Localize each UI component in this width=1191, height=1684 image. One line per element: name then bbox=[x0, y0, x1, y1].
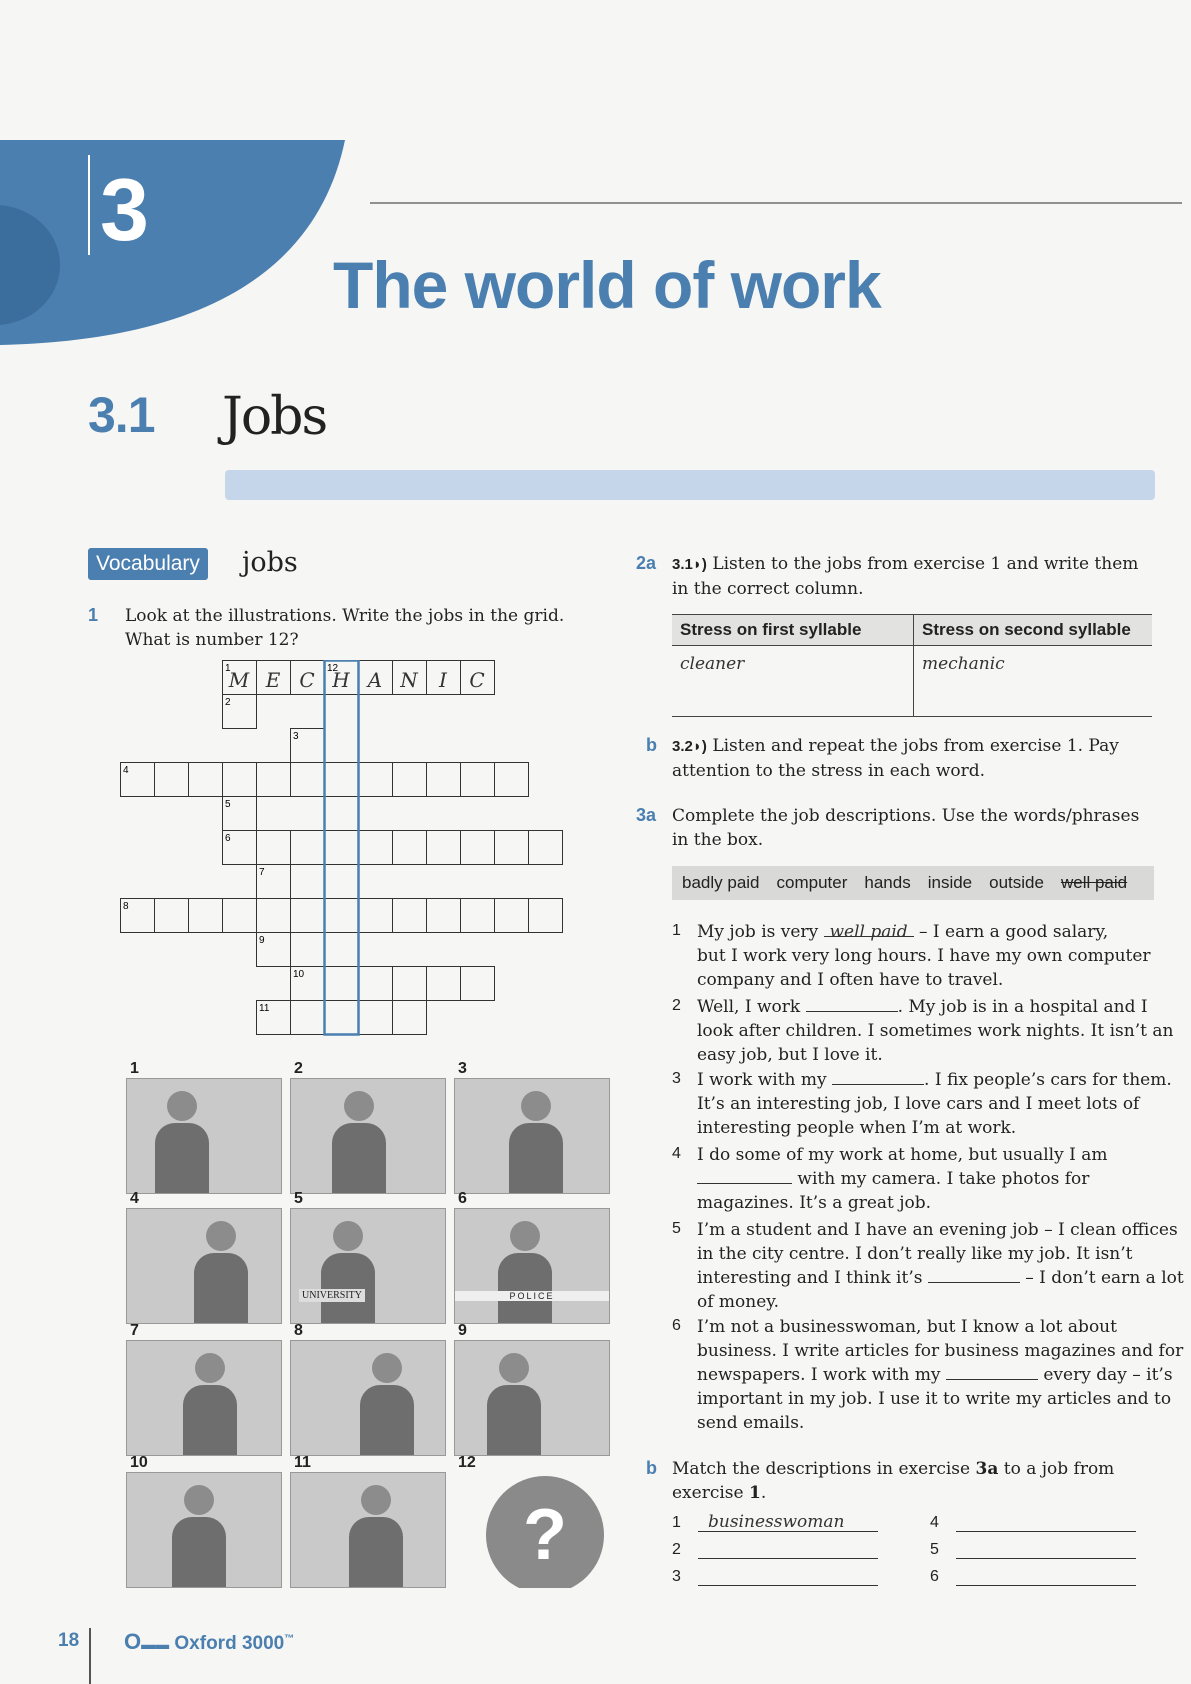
crossword-letter: C bbox=[469, 668, 485, 692]
illustration-6 bbox=[454, 1208, 610, 1324]
word-box-item: well paid bbox=[1060, 873, 1128, 892]
crossword-cell[interactable] bbox=[427, 763, 461, 797]
crossword-letter: M bbox=[228, 668, 250, 692]
crossword-letter: E bbox=[265, 668, 281, 692]
word-box-item: hands bbox=[864, 873, 911, 892]
job-description-5: I’m a student and I have an evening job – I clean offices in the city centre. I don’t really like my job. It isn’t interesting and I think it’s – I don’t earn a lot of money. bbox=[697, 1220, 1184, 1312]
crossword-cell[interactable] bbox=[291, 831, 325, 865]
illustration-number: 11 bbox=[294, 1454, 311, 1471]
exercise-3a-instruction: Complete the job descriptions. Use the words/phrases in the box. bbox=[672, 806, 1140, 850]
crossword-cell[interactable] bbox=[325, 831, 359, 865]
lesson-band bbox=[225, 470, 1155, 500]
clue-number: 12 bbox=[327, 663, 339, 674]
crossword-cell[interactable] bbox=[325, 899, 359, 933]
illustration-4 bbox=[126, 1208, 282, 1324]
crossword-cell[interactable] bbox=[291, 1001, 325, 1035]
crossword-cell[interactable] bbox=[427, 899, 461, 933]
clue-number: 9 bbox=[259, 935, 265, 946]
word-box-item: computer bbox=[776, 873, 848, 892]
crossword-letter: C bbox=[299, 668, 315, 692]
match-answer-2[interactable] bbox=[698, 1539, 878, 1559]
audio-track-3-1[interactable]: 3.1◗) bbox=[672, 556, 707, 573]
crossword-cell[interactable] bbox=[529, 831, 563, 865]
illustration-11 bbox=[290, 1472, 446, 1588]
crossword-cell[interactable] bbox=[223, 899, 257, 933]
match-answer-4[interactable] bbox=[956, 1512, 1136, 1532]
job-description-1: My job is very well paid – I earn a good salary, but I work very long hours. I have my own computer company and I often have to travel. bbox=[697, 922, 1151, 990]
illustration-number: 7 bbox=[130, 1322, 139, 1339]
question-mark-icon: ? bbox=[486, 1476, 604, 1588]
stress-table bbox=[672, 614, 1152, 717]
crossword-cell[interactable] bbox=[359, 763, 393, 797]
crossword-cell[interactable] bbox=[393, 763, 427, 797]
crossword-cell[interactable] bbox=[257, 831, 291, 865]
crossword-cell[interactable] bbox=[495, 831, 529, 865]
vocabulary-topic: jobs bbox=[242, 547, 298, 578]
crossword-cell[interactable] bbox=[189, 763, 223, 797]
crossword-letter: A bbox=[367, 668, 383, 692]
exercise-2b-instruction: 3.2◗) Listen and repeat the jobs from exercise 1. Pay attention to the stress in each word. bbox=[672, 736, 1119, 781]
illustration-5 bbox=[290, 1208, 446, 1324]
illustration-8 bbox=[290, 1340, 446, 1456]
illustration-number: 2 bbox=[294, 1060, 303, 1077]
answer-blank[interactable] bbox=[928, 1266, 1020, 1283]
job-description-6: I’m not a businesswoman, but I know a lot about business. I write articles for business magazines and for newspapers. I work with my every day – it’s important in my job. I use it to write my articles and to send emails. bbox=[697, 1317, 1184, 1433]
exercise-2a-number: 2a bbox=[636, 553, 657, 573]
illustration-1 bbox=[126, 1078, 282, 1194]
crossword-cell[interactable] bbox=[325, 1001, 359, 1035]
university-sign: UNIVERSITY bbox=[299, 1289, 365, 1302]
crossword-cell[interactable] bbox=[291, 899, 325, 933]
clue-number: 5 bbox=[225, 799, 231, 810]
job-description-2: Well, I work . My job is in a hospital and I look after children. I sometimes work nights. It isn’t an easy job, but I love it. bbox=[697, 997, 1174, 1065]
illustration-number: 5 bbox=[294, 1190, 303, 1207]
unit-number: 3 bbox=[100, 160, 149, 259]
clue-number: 6 bbox=[225, 833, 231, 844]
clue-number: 8 bbox=[123, 901, 129, 912]
lesson-title: Jobs bbox=[222, 387, 327, 447]
clue-number: 3 bbox=[293, 731, 299, 742]
word-box-item: inside bbox=[927, 873, 973, 892]
clue-number: 1 bbox=[225, 663, 231, 674]
crossword-cell[interactable] bbox=[291, 763, 325, 797]
description-number: 5 bbox=[672, 1220, 681, 1237]
description-number: 3 bbox=[672, 1070, 681, 1087]
clue-number: 10 bbox=[293, 969, 305, 980]
match-number: 4 bbox=[930, 1514, 939, 1531]
answer-blank[interactable] bbox=[697, 1167, 792, 1184]
illustration-7 bbox=[126, 1340, 282, 1456]
stress-first-cell[interactable]: cleaner bbox=[672, 646, 914, 717]
crossword-cell[interactable] bbox=[155, 899, 189, 933]
illustration-number: 9 bbox=[458, 1322, 467, 1339]
crossword-cell[interactable] bbox=[461, 899, 495, 933]
answer-blank[interactable] bbox=[832, 1068, 924, 1085]
illustration-number: 6 bbox=[458, 1190, 467, 1207]
illustration-number: 10 bbox=[130, 1454, 148, 1471]
illustration-number: 8 bbox=[294, 1322, 303, 1339]
description-number: 2 bbox=[672, 997, 681, 1014]
crossword-cell[interactable] bbox=[461, 831, 495, 865]
illustration-10 bbox=[126, 1472, 282, 1588]
match-answer-1[interactable]: businesswoman bbox=[698, 1512, 878, 1532]
illustration-9 bbox=[454, 1340, 610, 1456]
oxford-3000-logo: O▬▬ Oxford 3000™ bbox=[124, 1629, 295, 1654]
crossword-cell[interactable] bbox=[325, 967, 359, 1001]
description-number: 1 bbox=[672, 922, 681, 939]
audio-track-3-2[interactable]: 3.2◗) bbox=[672, 738, 707, 755]
match-answer-6[interactable] bbox=[956, 1566, 1136, 1586]
crossword-cell[interactable] bbox=[393, 967, 427, 1001]
word-box-item: outside bbox=[989, 873, 1044, 892]
clue-number: 2 bbox=[225, 697, 231, 708]
crossword-cell[interactable] bbox=[189, 899, 223, 933]
illustration-12 bbox=[454, 1472, 610, 1588]
lesson-number: 3.1 bbox=[88, 387, 155, 443]
match-number: 3 bbox=[672, 1568, 681, 1585]
crossword-cell[interactable] bbox=[529, 899, 563, 933]
crossword-letter: I bbox=[439, 668, 447, 692]
answer-blank[interactable]: well paid bbox=[824, 920, 914, 937]
answer-blank[interactable] bbox=[946, 1363, 1038, 1380]
crossword-cell[interactable] bbox=[257, 899, 291, 933]
description-number: 6 bbox=[672, 1317, 681, 1334]
vocabulary-badge: Vocabulary bbox=[88, 548, 208, 580]
exercise-2a-instruction: 3.1◗) Listen to the jobs from exercise 1 and write them in the correct column. bbox=[672, 554, 1139, 599]
illustration-number: 12 bbox=[458, 1454, 476, 1471]
word-box bbox=[672, 866, 1154, 900]
crossword-grid[interactable] bbox=[120, 660, 580, 1040]
job-description-4: I do some of my work at home, but usually I am with my camera. I take photos for magazines. It’s a great job. bbox=[697, 1145, 1108, 1213]
clue-number: 7 bbox=[259, 867, 265, 878]
crossword-letter: H bbox=[332, 668, 350, 692]
illustration-2 bbox=[290, 1078, 446, 1194]
crossword-cell[interactable] bbox=[461, 967, 495, 1001]
crossword-cell[interactable] bbox=[325, 763, 359, 797]
stress-second-cell[interactable]: mechanic bbox=[914, 646, 1153, 717]
match-answer-3[interactable] bbox=[698, 1566, 878, 1586]
page-number: 18 bbox=[58, 1630, 80, 1651]
crossword-cell[interactable] bbox=[427, 831, 461, 865]
crossword-cell[interactable] bbox=[359, 1001, 393, 1035]
key-icon: O bbox=[124, 1629, 142, 1654]
exercise-3b-instruction: Match the descriptions in exercise 3a to a job from exercise 1. bbox=[672, 1459, 1115, 1503]
illustration-3 bbox=[454, 1078, 610, 1194]
illustration-number: 1 bbox=[130, 1060, 139, 1077]
crossword-cell[interactable] bbox=[155, 763, 189, 797]
match-number: 1 bbox=[672, 1514, 681, 1531]
match-number: 6 bbox=[930, 1568, 939, 1585]
exercise-3b-number: b bbox=[646, 1458, 657, 1478]
crossword-cell[interactable] bbox=[393, 831, 427, 865]
stress-header-second: Stress on second syllable bbox=[914, 615, 1153, 646]
crossword-cell[interactable] bbox=[393, 899, 427, 933]
crossword-cell[interactable] bbox=[427, 967, 461, 1001]
description-number: 4 bbox=[672, 1145, 681, 1162]
illustration-number: 4 bbox=[130, 1190, 139, 1207]
crossword-cell[interactable] bbox=[393, 1001, 427, 1035]
crossword-cell[interactable] bbox=[359, 831, 393, 865]
unit-title: The world of work bbox=[333, 248, 881, 322]
exercise-2b-number: b bbox=[646, 735, 657, 755]
crossword-cell[interactable] bbox=[495, 899, 529, 933]
exercise-1-instruction: Look at the illustrations. Write the jobs in the grid. What is number 12? bbox=[125, 606, 565, 650]
stress-header-first: Stress on first syllable bbox=[672, 615, 914, 646]
illustration-number: 3 bbox=[458, 1060, 467, 1077]
match-number: 5 bbox=[930, 1541, 939, 1558]
crossword-cell[interactable] bbox=[223, 763, 257, 797]
crossword-cell[interactable] bbox=[461, 763, 495, 797]
exercise-3a-number: 3a bbox=[636, 805, 657, 825]
footer-divider bbox=[89, 1628, 91, 1684]
exercise-1-number: 1 bbox=[88, 605, 99, 625]
crossword-cell[interactable] bbox=[359, 967, 393, 1001]
answer-blank[interactable] bbox=[806, 995, 898, 1012]
job-description-3: I work with my . I fix people’s cars for them. It’s an interesting job, I love cars and I meet lots of interesting people when I’m at work. bbox=[697, 1070, 1172, 1138]
crossword-cell[interactable] bbox=[495, 763, 529, 797]
match-number: 2 bbox=[672, 1541, 681, 1558]
clue-number: 11 bbox=[259, 1003, 270, 1014]
crossword-cell[interactable] bbox=[257, 763, 291, 797]
crossword-letter: N bbox=[400, 668, 418, 692]
word-box-item: badly paid bbox=[682, 873, 760, 892]
clue-number: 4 bbox=[123, 765, 129, 776]
crossword-cell[interactable] bbox=[359, 899, 393, 933]
match-answer-5[interactable] bbox=[956, 1539, 1136, 1559]
police-tape: POLICE bbox=[455, 1291, 609, 1301]
